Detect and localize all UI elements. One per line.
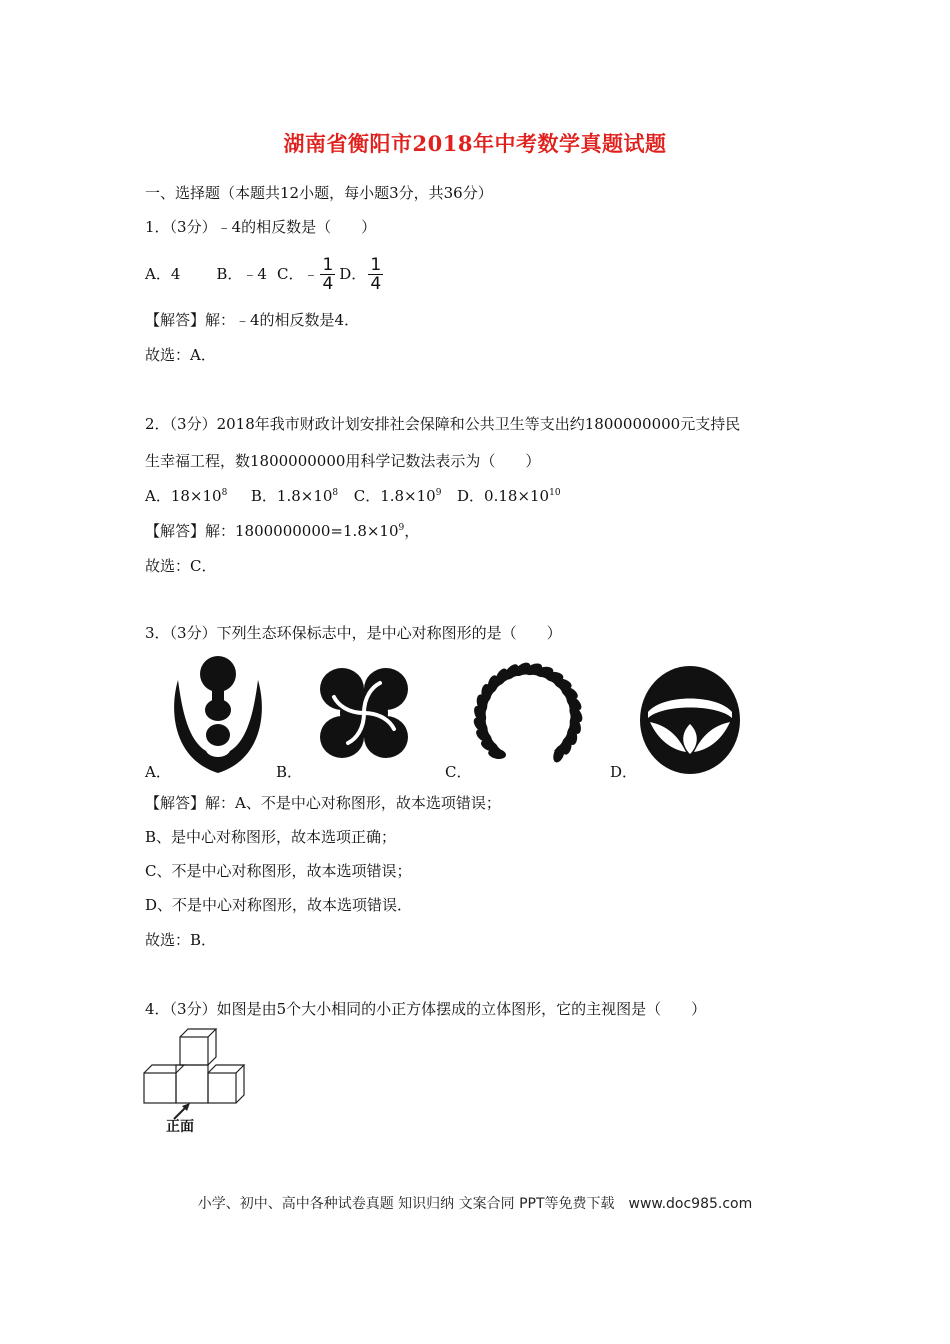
page-footer: 小学、初中、高中各种试卷真题 知识归纳 文案合同 PPT等免费下载 www.doc985.com (197, 1196, 753, 1212)
q2-choice: 故选：C． (145, 557, 217, 575)
q1-option-c: C．﹣ (276, 265, 319, 283)
q1-option-c-fraction: $\frac{1}{4}$ (322, 254, 334, 294)
q3-label-b: B． (276, 763, 303, 781)
q1-option-a: A．4 (145, 265, 181, 283)
q2-option-d: D．0.18×10 (457, 487, 550, 505)
q4-cube-figure (140, 1027, 252, 1137)
q3-label-c: C． (445, 763, 472, 781)
q3-answer-line1: 【解答】解：A、不是中心对称图形，故本选项错误； (145, 794, 501, 812)
q4-front-label: 正面 (166, 1119, 194, 1135)
q2-option-c: C．1.8×10 (353, 487, 436, 505)
page-title: 湖南省衡阳市2018年中考数学真题试题 (283, 131, 667, 156)
q3-logo-a-image (168, 655, 272, 777)
q3-label-a: A． (145, 763, 171, 781)
q3-label-d: D． (610, 763, 638, 781)
q1-answer: 【解答】解：﹣4的相反数是4． (145, 311, 360, 329)
q1-options (145, 254, 385, 294)
q2-options: A．$18\times 10^8$ B．$1.8\times 10^8$ C．$1.8\times 10^9$ D．$0.18\times 10^{10}$ (145, 487, 561, 505)
q3-logo-d-image (638, 664, 742, 776)
q2-option-b: B．1.8×10 (250, 487, 333, 505)
q1-option-b: B．﹣4 (216, 265, 267, 283)
q3-logo-c-image (466, 657, 590, 775)
q1-stem: 1．（3分）﹣4的相反数是（ ） (145, 218, 377, 236)
q3-choice: 故选：B． (145, 931, 217, 949)
q3-stem: 3．（3分）下列生态环保标志中，是中心对称图形的是（ ） (145, 624, 562, 642)
q2-answer: 【解答】解：$1800000000=1.8\times 10^9$， (145, 522, 420, 540)
q1-option-d: D． (339, 265, 367, 283)
q3-answer-line2: B、是中心对称图形，故本选项正确； (145, 828, 397, 846)
section-heading: 一、选择题（本题共12小题，每小题3分，共36分） (145, 184, 493, 202)
q2-stem-line2: 生幸福工程，数1800000000用科学记数法表示为（ ） (145, 452, 541, 470)
q2-stem-line1: 2．（3分）2018年我市财政计划安排社会保障和公共卫生等支出约1800000000元支持民 (145, 415, 741, 433)
q4-stem: 4．（3分）如图是由5个大小相同的小正方体摆成的立体图形，它的主视图是（ ） (145, 1000, 707, 1018)
q3-answer-line4: D、不是中心对称图形，故本选项错误． (145, 896, 413, 914)
q3-logo-b-image (302, 657, 426, 769)
q1-option-d-fraction: $\frac{1}{4}$ (370, 254, 382, 294)
q3-answer-line3: C、不是中心对称图形，故本选项错误； (145, 862, 412, 880)
q2-option-a: A．18×10 (145, 487, 222, 505)
q1-choice: 故选：A． (145, 346, 216, 364)
